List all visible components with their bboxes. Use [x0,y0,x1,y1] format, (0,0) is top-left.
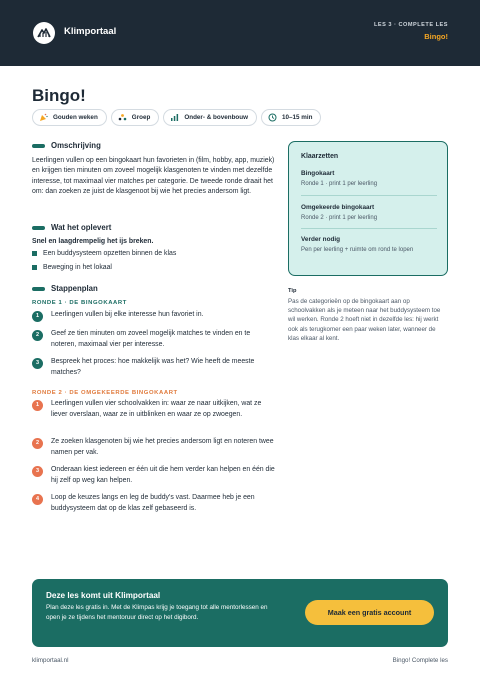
bullet-square-icon [32,265,37,270]
step-number: 1 [32,311,43,322]
bar-chart-icon [170,113,179,122]
cta-title: Deze les komt uit Klimportaal [46,591,161,600]
chip-level [163,109,257,126]
step-item [32,465,277,486]
bullet-text: Een buddysysteem opzetten binnen de klas [43,250,177,257]
step-item [32,493,277,514]
step-item [32,437,277,458]
oplevert-lead: Snel en laagdrempelig het ijs breken. [32,238,154,245]
material-item [301,170,437,189]
chip-group [111,109,160,126]
material-title: Bingokaart [301,170,335,177]
round-1-label: RONDE 1 · DE BINGOKAART [32,300,127,306]
divider [301,228,437,229]
omschrijving-text: Leerlingen vullen op een bingokaart hun favorieten in (film, hobby, app, muziek) en krijgen tien minuten om zoveel mogelijk klasgenoten te vinden met dezelfde interesse, tot maximaal vier matches per categorie. De tweede ronde draait het om: dan zoeken ze juist de klasgenoot bij wie het precies andersom ligt. [32,157,275,196]
material-item [301,204,437,223]
section-title: Wat het oplevert [51,223,112,232]
step-item [32,310,277,321]
section-marker [32,144,45,148]
step-item [32,357,277,378]
round-2-label: RONDE 2 · DE OMGEKEERDE BINGOKAART [32,390,178,396]
cta-banner [32,579,448,647]
meta-chips [32,109,321,126]
step-text: Leerlingen vullen vier schoolvakken in: waar ze naar uitkijken, wat ze liever overslaan, waar ze in uitblinken en waar ze op zwoegen. [51,400,262,418]
page-title: Bingo! [32,86,86,105]
step-text: Onderaan kiest iedereen er één uit die hem verder kan helpen en één die hij zelf op weg kan helpen. [51,466,275,484]
section-heading-oplevert [32,223,111,232]
step-text: Loop de keuzes langs en leg de buddy's vast. Daarmee heb je een buddysysteem dat op de klas zelf gebaseerd is. [51,494,255,512]
section-title: Omschrijving [51,141,101,150]
step-item [32,329,277,350]
material-sub: Ronde 2 · print 1 per leerling [301,215,378,221]
group-icon [118,113,127,122]
section-marker [32,287,45,291]
divider [301,195,437,196]
step-number: 2 [32,330,43,341]
chip-duration [261,109,321,126]
section-marker [32,226,45,230]
bullet-square-icon [32,251,37,256]
material-title: Omgekeerde bingokaart [301,204,375,211]
card-title: Klaarzetten [301,153,339,160]
material-sub: Ronde 1 · print 1 per leerling [301,181,378,187]
step-number: 3 [32,466,43,477]
bullet-text: Beweging in het lokaal [43,264,112,271]
chip-label: Groep [131,114,151,121]
mountain-logo-icon[interactable] [33,22,55,44]
step-text: Leerlingen vullen bij elke interesse hun favoriet in. [51,311,204,318]
lesson-label: LES 3 · COMPLETE LES [373,22,448,28]
page-header [0,0,480,66]
list-item [32,264,112,271]
list-item [32,250,176,257]
brand-name[interactable]: Klimportaal [64,26,117,37]
chip-label: Onder- & bovenbouw [184,114,249,121]
section-heading-omschrijving [32,141,101,150]
tip-text: Pas de categorieën op de bingokaart aan op schoolvakken als je meteen naar het buddysysteem toe wil werken. Ronde 2 hoeft niet in dezelfde les: hij werkt ook als terugkomer een paar weken later, wanneer de klas elkaar al kent. [288,298,441,342]
klaarzetten-card [288,141,448,276]
step-text: Ze zoeken klasgenoten bij wie het precies andersom ligt en noteren twee namen per vak. [51,438,274,456]
chip-period [32,109,107,126]
step-text: Bespreek het proces: hoe makkelijk was het? Wie heeft de meeste matches? [51,358,255,376]
cta-text: Plan deze les gratis in. Met de Klimpas krijg je toegang tot alle mentorlessen en open je ze tijdens het mentoruur direct op het digibord. [46,604,268,622]
create-account-button[interactable]: Maak een gratis account [305,600,434,625]
material-title: Verder nodig [301,236,341,243]
chip-label: Gouden weken [53,114,98,121]
step-number: 4 [32,494,43,505]
step-number: 1 [32,400,43,411]
footer-url[interactable]: klimportaal.nl [32,657,69,664]
lesson-title: Bingo! [424,32,448,41]
material-sub: Pen per leerling + ruimte om rond te lopen [301,247,414,253]
footer-label: Bingo! Complete les [392,657,448,664]
material-item [301,236,437,255]
section-heading-stappenplan [32,284,98,293]
party-popper-icon [39,113,48,122]
step-item [32,399,277,420]
step-number: 2 [32,438,43,449]
clock-icon [268,113,277,122]
tip-label: Tip [288,288,297,294]
section-title: Stappenplan [51,284,98,293]
chip-label: 10–15 min [282,114,313,121]
step-number: 3 [32,358,43,369]
step-text: Geef ze tien minuten om zoveel mogelijk matches te vinden en te noteren, maximaal vier per interesse. [51,330,251,348]
